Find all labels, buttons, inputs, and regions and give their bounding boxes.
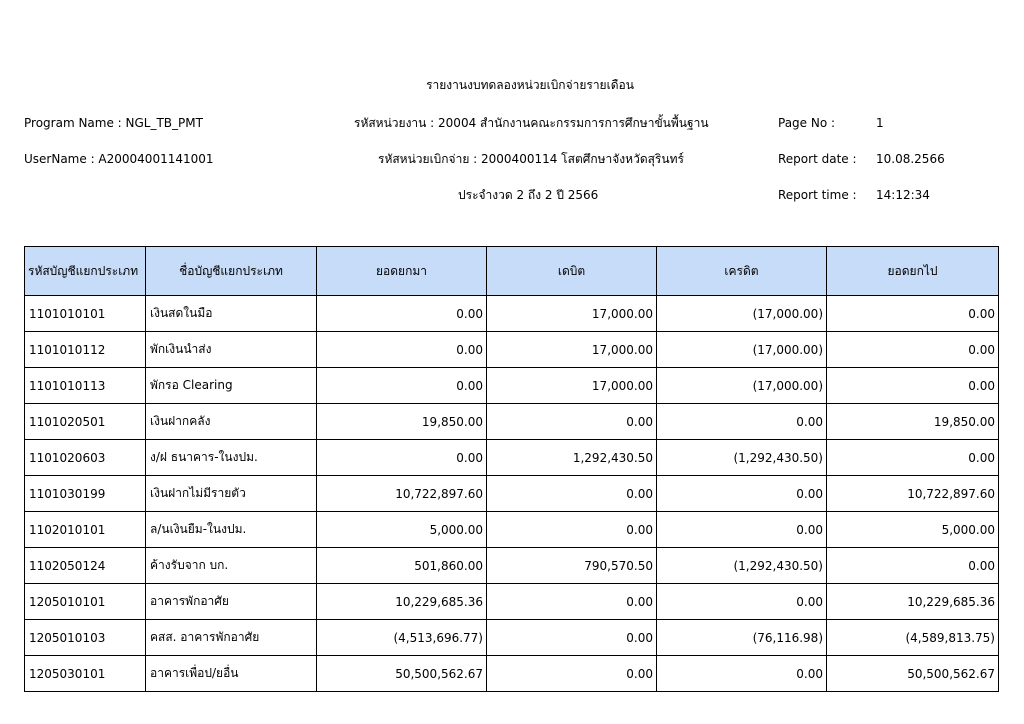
cell-opening-balance: 0.00 (317, 440, 487, 476)
table-row (25, 332, 999, 368)
header-credit: เครดิต (657, 247, 827, 296)
cell-closing-balance: 10,229,685.36 (827, 584, 999, 620)
header-account-code: รหัสบัญชีแยกประเภท (25, 247, 146, 296)
report-time-label: Report time : (778, 188, 857, 202)
cell-account-code: 1205010101 (25, 584, 146, 620)
cell-account-code: 1101010101 (25, 296, 146, 332)
cell-account-code: 1101010113 (25, 368, 146, 404)
cell-account-name: ล/นเงินยืม-ในงปม. (146, 512, 317, 548)
cell-closing-balance: 5,000.00 (827, 512, 999, 548)
cell-closing-balance: 0.00 (827, 440, 999, 476)
cell-debit: 17,000.00 (487, 332, 657, 368)
header-debit: เดบิต (487, 247, 657, 296)
header-account-name: ชื่อบัญชีแยกประเภท (146, 247, 317, 296)
cell-opening-balance: 10,229,685.36 (317, 584, 487, 620)
cell-account-code: 1205030101 (25, 656, 146, 692)
cell-account-name: เงินฝากไม่มีรายตัว (146, 476, 317, 512)
header-closing-balance: ยอดยกไป (827, 247, 999, 296)
report-date-label: Report date : (778, 152, 857, 166)
cell-account-code: 1101020603 (25, 440, 146, 476)
cell-closing-balance: 0.00 (827, 368, 999, 404)
cell-account-name: อาคารพักอาศัย (146, 584, 317, 620)
cell-opening-balance: 501,860.00 (317, 548, 487, 584)
cell-account-code: 1102050124 (25, 548, 146, 584)
program-name: Program Name : NGL_TB_PMT (24, 116, 203, 130)
cell-opening-balance: 19,850.00 (317, 404, 487, 440)
cell-credit: (17,000.00) (657, 368, 827, 404)
cell-credit: 0.00 (657, 476, 827, 512)
cell-credit: (1,292,430.50) (657, 548, 827, 584)
cell-credit: (1,292,430.50) (657, 440, 827, 476)
table-header-row (25, 247, 999, 296)
header-opening-balance: ยอดยกมา (317, 247, 487, 296)
cell-account-code: 1101020501 (25, 404, 146, 440)
table-row (25, 548, 999, 584)
table-row (25, 476, 999, 512)
table-row (25, 512, 999, 548)
cell-account-name: เงินสดในมือ (146, 296, 317, 332)
cell-debit: 0.00 (487, 476, 657, 512)
cell-opening-balance: 5,000.00 (317, 512, 487, 548)
page-no-label: Page No : (778, 116, 836, 130)
cell-account-name: อาคารเพื่อป/ยอื่น (146, 656, 317, 692)
table-row (25, 620, 999, 656)
cell-debit: 790,570.50 (487, 548, 657, 584)
cell-opening-balance: 0.00 (317, 296, 487, 332)
cell-opening-balance: 0.00 (317, 368, 487, 404)
cell-account-code: 1102010101 (25, 512, 146, 548)
cell-account-name: พักเงินนำส่ง (146, 332, 317, 368)
cell-credit: 0.00 (657, 656, 827, 692)
cell-closing-balance: 10,722,897.60 (827, 476, 999, 512)
cell-debit: 0.00 (487, 512, 657, 548)
table-row (25, 404, 999, 440)
cell-debit: 0.00 (487, 584, 657, 620)
cell-account-code: 1205010103 (25, 620, 146, 656)
page-no-value: 1 (876, 116, 884, 130)
table-row (25, 656, 999, 692)
table-row (25, 296, 999, 332)
cell-credit: 0.00 (657, 404, 827, 440)
table-row (25, 440, 999, 476)
cell-closing-balance: 0.00 (827, 548, 999, 584)
table-row (25, 368, 999, 404)
cell-debit: 17,000.00 (487, 368, 657, 404)
agency-code: รหัสหน่วยงาน : 20004 สำนักงานคณะกรรมการการศึกษาขั้นพื้นฐาน (354, 116, 709, 130)
cell-opening-balance: (4,513,696.77) (317, 620, 487, 656)
report-time-value: 14:12:34 (876, 188, 930, 202)
cell-credit: 0.00 (657, 584, 827, 620)
cell-credit: 0.00 (657, 512, 827, 548)
table-row (25, 584, 999, 620)
cell-credit: (17,000.00) (657, 332, 827, 368)
cell-credit: (17,000.00) (657, 296, 827, 332)
disbursement-unit: รหัสหน่วยเบิกจ่าย : 2000400114 โสตศึกษาจังหวัดสุรินทร์ (378, 152, 684, 166)
cell-account-name: คสส. อาคารพักอาศัย (146, 620, 317, 656)
cell-debit: 17,000.00 (487, 296, 657, 332)
cell-account-name: เงินฝากคลัง (146, 404, 317, 440)
cell-account-code: 1101030199 (25, 476, 146, 512)
cell-account-name: ง/ฝ ธนาคาร-ในงปม. (146, 440, 317, 476)
cell-opening-balance: 50,500,562.67 (317, 656, 487, 692)
cell-opening-balance: 10,722,897.60 (317, 476, 487, 512)
cell-debit: 0.00 (487, 656, 657, 692)
period: ประจำงวด 2 ถึง 2 ปี 2566 (458, 188, 599, 202)
cell-credit: (76,116.98) (657, 620, 827, 656)
user-name: UserName : A20004001141001 (24, 152, 214, 166)
report-date-value: 10.08.2566 (876, 152, 945, 166)
cell-account-name: พักรอ Clearing (146, 368, 317, 404)
cell-closing-balance: 0.00 (827, 332, 999, 368)
cell-opening-balance: 0.00 (317, 332, 487, 368)
cell-debit: 0.00 (487, 404, 657, 440)
cell-closing-balance: 19,850.00 (827, 404, 999, 440)
cell-debit: 1,292,430.50 (487, 440, 657, 476)
cell-debit: 0.00 (487, 620, 657, 656)
cell-account-name: ค้างรับจาก บก. (146, 548, 317, 584)
cell-closing-balance: 50,500,562.67 (827, 656, 999, 692)
cell-closing-balance: (4,589,813.75) (827, 620, 999, 656)
cell-closing-balance: 0.00 (827, 296, 999, 332)
cell-account-code: 1101010112 (25, 332, 146, 368)
trial-balance-table (24, 246, 999, 692)
report-title: รายงานงบทดลองหน่วยเบิกจ่ายรายเดือน (426, 78, 634, 92)
